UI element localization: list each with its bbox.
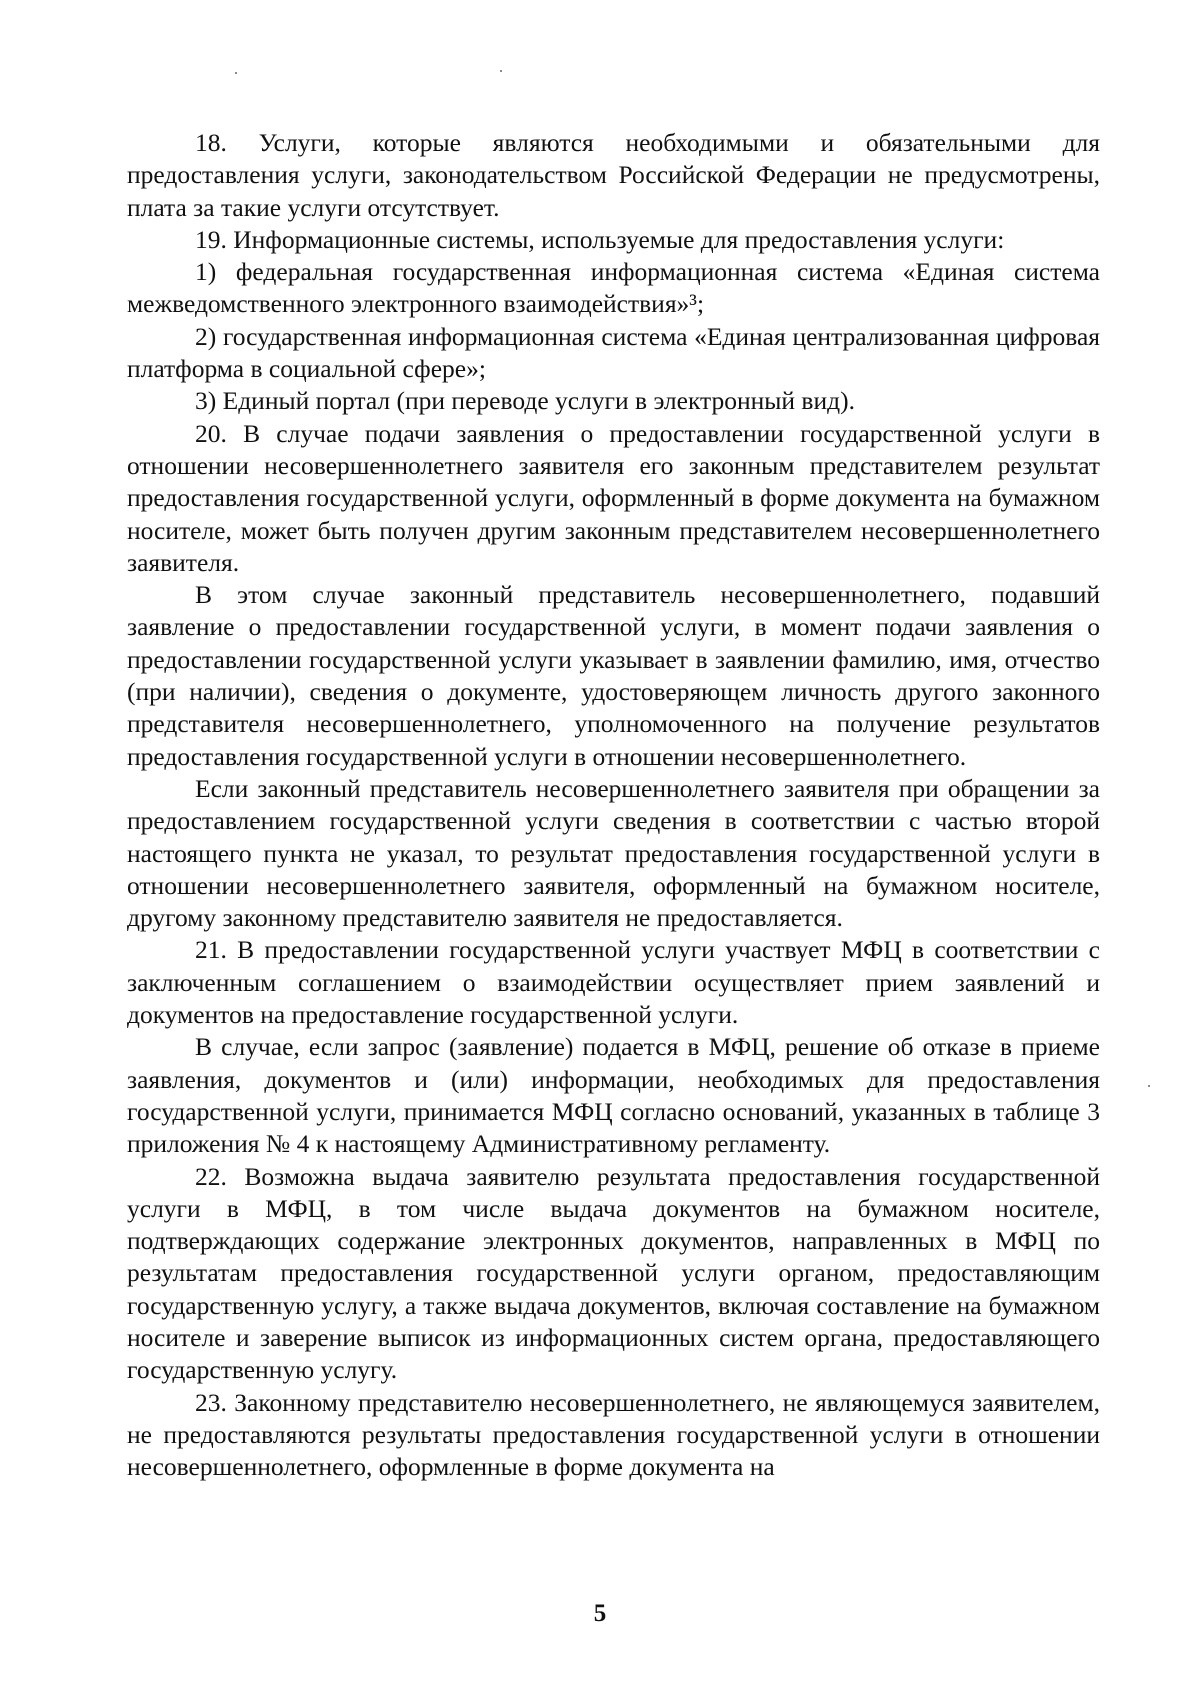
- paragraph-19: 19. Информационные системы, используемые для предоставления услуги:: [195, 224, 1005, 254]
- paragraph-20: 20. В случае подачи заявления о предоставлении государственной услуги в отношении несовершеннолетнего заявителя его законным представителем результат предоставления государственной услуги, оформленный в форме документа на бумажном носителе, может быть получен другим законным представителем несовершеннолетнего заявителя.: [127, 418, 1100, 577]
- paragraph-23: 23. Законному представителю несовершеннолетнего, не являющемуся заявителем, не предоставляются результаты предоставления государственной услуги в отношении несовершеннолетнего, оформленные в форме документа на: [127, 1387, 1100, 1482]
- paragraph-21-part-2: В случае, если запрос (заявление) подается в МФЦ, решение об отказе в приеме заявления, документов и (или) информации, необходимых для предоставления государственной услуги, принимается МФЦ согласно оснований, указанных в таблице 3 приложения № 4 к настоящему Административному регламенту.: [127, 1032, 1100, 1159]
- paragraph-20-part-2: В этом случае законный представитель несовершеннолетнего, подавший заявление о предоставлении государственной услуги, в момент подачи заявления о предоставлении государственной услуги указывает в заявлении фамилию, имя, отчество (при наличии), сведения о документе, удостоверяющем личность другого законного представителя несовершеннолетнего, уполномоченного на получение результатов предоставления государственной услуги в отношении несовершеннолетнего.: [127, 580, 1100, 771]
- scan-speck: [235, 72, 237, 74]
- scan-speck: [500, 70, 502, 72]
- paragraph-19-item-3: 3) Единый портал (при переводе услуги в электронный вид).: [195, 386, 855, 416]
- paragraph-21: 21. В предоставлении государственной услуги участвует МФЦ в соответствии с заключенным соглашением о взаимодействии осуществляет прием заявлений и документов на предоставление государственной услуги.: [127, 935, 1100, 1030]
- paragraph-19-item-2: 2) государственная информационная система «Единая централизованная цифровая платформа в социальной сфере»;: [127, 321, 1100, 384]
- paragraph-22: 22. Возможна выдача заявителю результата предоставления государственной услуги в МФЦ, в том числе выдача документов на бумажном носителе, подтверждающих содержание электронных документов, направленных в МФЦ по результатам предоставления государственной услуги органом, предоставляющим государственную услугу, а также выдача документов, включая составление на бумажном носителе и заверение выписок из информационных систем органа, предоставляющего государственную услугу.: [127, 1161, 1100, 1385]
- paragraph-18: 18. Услуги, которые являются необходимыми и обязательными для предоставления услуги, законодательством Российской Федерации не предусмотрены, плата за такие услуги отсутствует.: [127, 128, 1100, 222]
- page-number: 5: [593, 1600, 607, 1627]
- document-body: [127, 127, 1100, 1483]
- paragraph-20-part-3: Если законный представитель несовершеннолетнего заявителя при обращении за предоставлением государственной услуги сведения в соответствии с частью второй настоящего пункта не указал, то результат предоставления государственной услуги в отношении несовершеннолетнего заявителя, оформленный на бумажном носителе, другому законному представителю заявителя не предоставляется.: [127, 773, 1100, 933]
- paragraph-19-item-1: 1) федеральная государственная информационная система «Единая система межведомственного электронного взаимодействия»³;: [127, 257, 1100, 319]
- scan-speck: [1148, 1085, 1150, 1087]
